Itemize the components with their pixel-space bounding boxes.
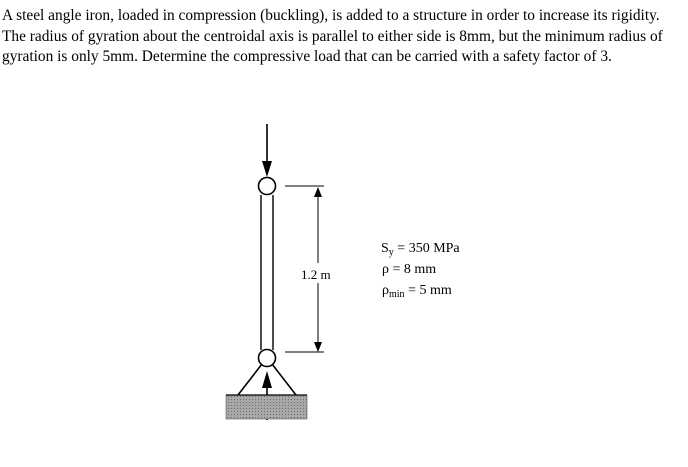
column (261, 195, 273, 350)
rho-min-symbol: ρ (382, 283, 389, 298)
radius-of-gyration-label: ρ = 8 mm (382, 262, 437, 277)
sy-value: = 350 MPa (393, 241, 460, 256)
rho-min-subscript: min (389, 289, 405, 300)
yield-strength-label (381, 241, 460, 258)
sy-subscript: y (388, 247, 394, 258)
section-properties (381, 241, 460, 300)
rho-min-value: = 5 mm (404, 283, 452, 298)
problem-statement: A steel angle iron, loaded in compression (buckling), is added to a structure in order to increase its rigidity. The radius of gyration about the centroidal axis is parallel to either side is 8mm, but the minimum radius of gyration is only 5mm. Determine the compressive load that can be carried with a safety factor of 3. (2, 7, 663, 65)
top-pin (259, 178, 276, 195)
length-label: 1.2 m (301, 267, 331, 282)
min-radius-of-gyration-label (382, 283, 452, 300)
ground (226, 395, 307, 419)
sy-symbol: S (381, 241, 389, 256)
applied-load-arrow (262, 124, 272, 177)
